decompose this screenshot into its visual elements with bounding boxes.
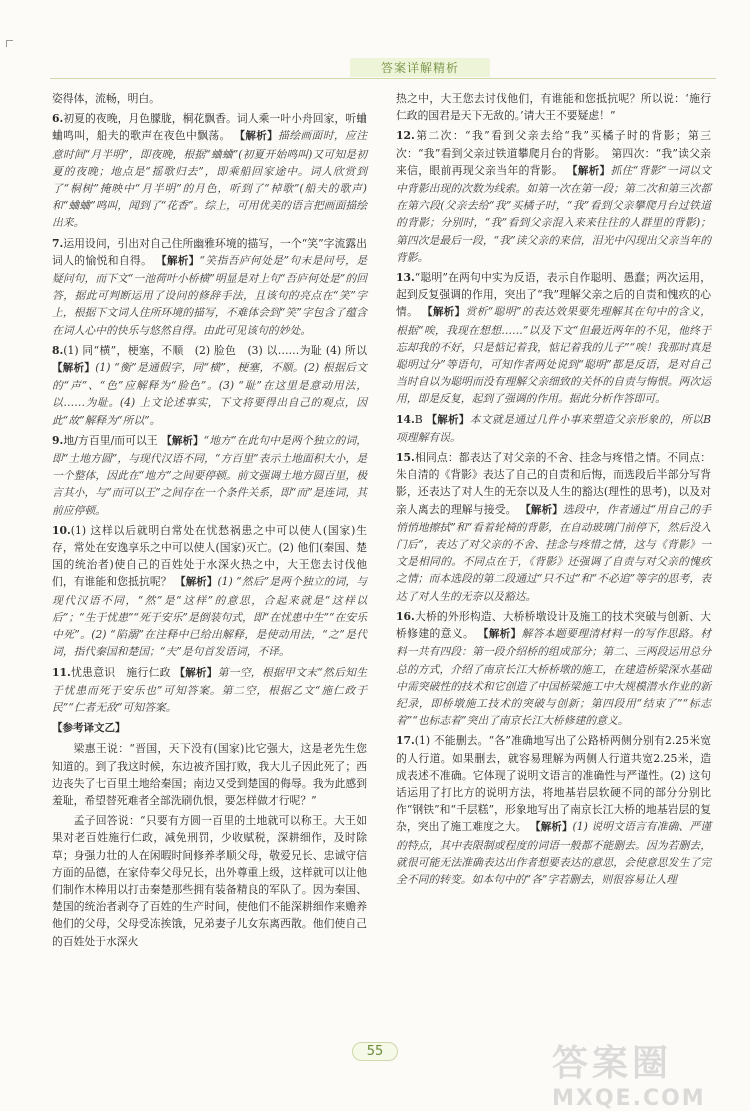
analysis-tag: 【解析】 — [234, 130, 279, 143]
question-number: 13. — [396, 271, 415, 285]
answer-item — [396, 732, 711, 888]
question-number: 14. — [396, 412, 415, 426]
page-header — [50, 56, 716, 76]
analysis-text: 描绘画面时，应注意时间“月半明”，即夜晚，根据“蛐蛐”(初夏开始鸣叫)又可知是初夏的夜晚；地点是“摇歌归去”，即乘船回家途中。词人欣赏到了“桐树”掩映中“月半明”的月色，听到了“棹歌”(船夫的歌声)和“蛐蛐”鸣叫，闻到了“花香”。综上，可用优美的语言把画面描绘出来。 — [52, 129, 368, 230]
analysis-tag: 【解析】 — [426, 413, 470, 426]
question-number: 15. — [396, 451, 415, 465]
answer-text: (1) 这样以后就明白常处在忧愁祸患之中可以使人(国家)生存，常处在安逸享乐之中可以使人(国家)灭亡。(2) 他们(秦国、楚国的统治者)使自己的百姓处于水深火热之中，大王您去讨伐他们，有谁能和您抵抗呢？ — [52, 523, 367, 589]
analysis-text: “笑指吾庐何处是”句末是问号，是疑问句，而下文“一池荷叶小桥横”明显是对上句“吾庐何处是”的回答，据此可判断运用了设问的修辞手法，且该句的亮点在“笑”字上，根据下文词人住所环境的描写，不难体会到“笑”字包含了蕴含在词人心中的快乐与悠然自得。由此可见该句的妙处。 — [52, 253, 368, 337]
answer-item — [396, 411, 711, 446]
question-number: 10. — [52, 523, 71, 537]
answer-text: 运用设问，引出对自己住所幽雅环境的描写，一个“笑”字流露出词人的愉悦和自得。 — [52, 236, 367, 267]
analysis-tag: 【解析】 — [175, 576, 218, 589]
answer-item — [396, 608, 711, 729]
page-number: 55 — [352, 1042, 399, 1061]
page-footer — [0, 1040, 750, 1061]
answer-text: (1) 不能删去。“各”准确地写出了公路桥两侧分别有2.25米宽的人行道。如果删去，就容易理解为两侧人行道共宽2.25米，造成表述不准确。它体现了说明文语言的准确性与严谨性。(2) 这句话运用了打比方的说明方法，将地基岩层软硬不同的部分分别比作“钢铁”和“千层糕”，形象地写出了南京长江大桥的地基岩层的复杂，突出了施工难度之大。 — [396, 734, 711, 834]
analysis-text: (1) 说明文语言有准确、严谨的特点，其中表限制或程度的词语一般都不能删去。因为若删去，就很可能无法准确表达出作者想要表达的意思，会使意思发生了完全不同的转变。如本句中的“各”字若删去，则很容易让人理 — [396, 820, 712, 886]
analysis-tag: 【解析】 — [478, 628, 522, 641]
answer-item — [52, 110, 367, 231]
answer-text: 相同点：都表达了对父亲的不舍、挂念与疼惜之情。不同点：朱自清的《背影》表达了自己的自责和后悔，而选段后半部分写背影，还表达了对人生的无奈以及人生的豁达(理性的思考)，以及对亲人离去的理解与接受。 — [396, 451, 711, 516]
right-column — [396, 90, 711, 891]
question-number: 17. — [396, 734, 415, 748]
watermark-logo-text: 答案圈 — [552, 1043, 673, 1084]
question-number: 7. — [52, 236, 64, 250]
analysis-tag: 【解析】 — [520, 503, 563, 516]
answer-item — [52, 235, 367, 339]
answer-text: 初夏的夜晚，月色朦胧，桐花飘香。词人乘一叶小舟回家，听蛐蛐鸣叫，船夫的歌声在夜色中飘荡。 — [52, 112, 367, 143]
header-title: 答案详解精析 — [350, 58, 490, 77]
question-number: 6. — [52, 112, 64, 126]
crop-mark — [6, 40, 13, 47]
analysis-tag: 【解析】 — [52, 362, 96, 375]
analysis-tag: 【参考译文乙】 — [52, 722, 126, 735]
analysis-text: 赏析“聪明”的表达效果要先理解其在句中的含义，根据“唉，我现在想想……”以及下文“但最近两年的不见，他终于忘却我的不好，只是惦记着我，惦记着我的儿子”“唉！我那时真是聪明过分”等语句，可知作者两处说到“聪明”都是反语，是对自己当时自以为聪明而没有理解父亲细致的关怀的自责与悔恨。两次运用，即是反复，起到了强调的作用。据此分析作答即可。 — [396, 305, 712, 406]
left-column — [52, 90, 367, 953]
answer-item — [396, 90, 711, 124]
analysis-tag: 【解析】 — [567, 164, 611, 177]
question-number: 9. — [52, 433, 64, 447]
analysis-text: 本文就是通过几件小事来塑造父亲形象的，所以B项理解有误。 — [396, 412, 712, 444]
analysis-text: 第一空，根据甲文末“然后知生于忧患而死于安乐也”可知答案。第二空，根据乙文“施仁政于民”“仁者无敌”可知答案。 — [52, 665, 368, 714]
analysis-tag: 【解析】 — [422, 306, 466, 319]
answer-item — [52, 432, 367, 519]
answer-item — [52, 664, 367, 717]
analysis-text: (1) “然后”是两个独立的词，与现代汉语不同，“然”是“这样”的意思，合起来就是“这样以后”；“生于忧患”“死于安乐”是倒装句式，即“在忧患中生”“在安乐中死”。(2) “陷溺”在注释中已给出解释，是使动用法，“之”是代词，指代秦国和楚国；“夫”是句首发语词，不译。 — [52, 575, 367, 659]
analysis-text: 解答本题要理清材料一的写作思路。材料一共有四段：第一段介绍桥的组成部分；第二、三两段运用总分总的方式，介绍了南京长江大桥桥墩的施工，在建造桥梁深水基础中需突破性的技术和它创造了中国桥梁施工中大规模潜水作业的新纪录，即桥墩施工技术的突破与创新；第四段用“结束了”“标志着”“也标志着”突出了南京长江大桥修建的意义。 — [396, 627, 712, 728]
answer-item — [396, 269, 711, 408]
question-number: 8. — [52, 343, 64, 357]
answer-text: 热之中，大王您去讨伐他们，有谁能和您抵抗呢？所以说：‘施行仁政的国君是天下无敌的。’请大王不要疑虑！” — [396, 92, 711, 123]
answer-text: 地/方百里/而可以王 — [63, 433, 158, 447]
answer-item — [52, 342, 367, 429]
analysis-text: “地方”在此句中是两个独立的词，即“土地方圆”，与现代汉语不同，“方百里”表示土地面积大小，是一个整体，因此在“地方”之间要停顿。前文强调土地方圆百里，极言其小，与“而可以王”之间存在一个条件关系，即“而”是连词，其前应停顿。 — [52, 433, 367, 517]
answer-item — [52, 812, 367, 950]
analysis-text: 选段中，作者通过“用自己的手悄悄地擦拭”和“看着轮椅的背影，在自动玻璃门前停下，然后没入门后”，表达了对父亲的不舍、挂念与疼惜之情，这与《背影》一文是相同的。不同点在于，《背影》还强调了自责与对父亲的愧疚之情；而本选段的第二段通过“只不过”和“不必追”等字的思考，表达了对人生的无奈以及豁达。 — [396, 502, 712, 603]
question-number: 11. — [52, 665, 71, 679]
analysis-tag: 【解析】 — [530, 821, 573, 834]
answer-text: (1) 同“横”，梗塞，不顺 (2) 脸色 (3) 以……为耻 — [63, 343, 323, 357]
analysis-text: (1) “衡”是通假字，同“横”，梗塞，不顺。(2) 根据后文的“声”、“色”应解释为“脸色”。(3) “耻”在这里是意动用法，以……为耻。(4) 上文论述事实，下文将要得出自己的观点，因此“故”解释为“所以”。 — [52, 361, 368, 427]
analysis-tag: 【解析】 — [174, 666, 218, 679]
analysis-text: 抓住“背影”一词以文中背影出现的次数为线索。如第一次在第一段；第二次和第三次都在第六段(父亲去给“我”买橘子时，“我”看到父亲攀爬月台过铁道的背影；分别时，“我”看到父亲混入来来往往的人群里的背影)；第四次是最后一段，“我”读父亲的来信，泪光中闪现出父亲当年的背影。 — [396, 163, 712, 264]
answer-text: 大桥的外形构造、大桥桥墩设计及施工的技术突破与创新、大桥修建的意义。 — [396, 609, 711, 641]
question-number: 16. — [396, 609, 415, 623]
answer-subtext: (4) 所以 — [325, 343, 368, 357]
answer-text: 姿得体，流畅，明白。 — [52, 92, 160, 105]
header-rule — [50, 78, 716, 79]
analysis-tag: 【解析】 — [156, 254, 200, 267]
answer-item — [52, 522, 367, 661]
answer-item — [396, 449, 711, 605]
answer-text: B — [414, 412, 423, 426]
analysis-tag: 【解析】 — [161, 434, 204, 447]
answer-item — [52, 740, 367, 809]
answer-text: 梁惠王说：“晋国，天下没有(国家)比它强大，这是老先生您知道的。到了我这时候，东边被齐国打败，我大儿子因此死了；西边丧失了七百里土地给秦国；南边又受到楚国的侮辱。我为此感到羞耻，希望替死难者全部洗刷仇恨，要怎样做才行呢？” — [52, 742, 367, 807]
answer-text: 第二次：“我”看到父亲去给“我”买橘子时的背影；第三次：“我”看到父亲过铁道攀爬月台的背影。 第四次：“我”读父亲来信，眼前再现父亲当年的背影。 — [396, 129, 711, 177]
answer-text: 孟子回答说：“只要有方圆一百里的土地就可以称王。大王如果对老百姓施行仁政，减免刑罚，少收赋税，深耕细作，及时除草；身强力壮的人在闲暇时间修养孝顺父母，敬爱兄长、忠诚守信方面的品德，在家侍奉父母兄长，出外尊重上级，这样就可以让他们制作木棒用以打击秦楚那些拥有装备精良的军队了。因为秦国、楚国的统治者剥夺了百姓的生产时间，使他们不能深耕细作来赡养他们的父母，父母受冻挨饿，兄弟妻子儿女东离西散。他们使自己的百姓处于水深火 — [52, 814, 367, 948]
watermark-url: MXQE.COM — [552, 1086, 706, 1111]
answer-text: 忧患意识 施行仁政 — [70, 665, 171, 679]
answer-item — [52, 90, 367, 107]
answer-item — [396, 127, 711, 266]
answer-item — [52, 719, 367, 737]
question-number: 12. — [396, 129, 415, 143]
answer-text: “聪明”在两句中实为反语，表示自作聪明、愚蠢；两次运用，起到反复强调的作用，突出了“我”理解父亲之后的自责和愧疚的心情。 — [396, 271, 711, 319]
